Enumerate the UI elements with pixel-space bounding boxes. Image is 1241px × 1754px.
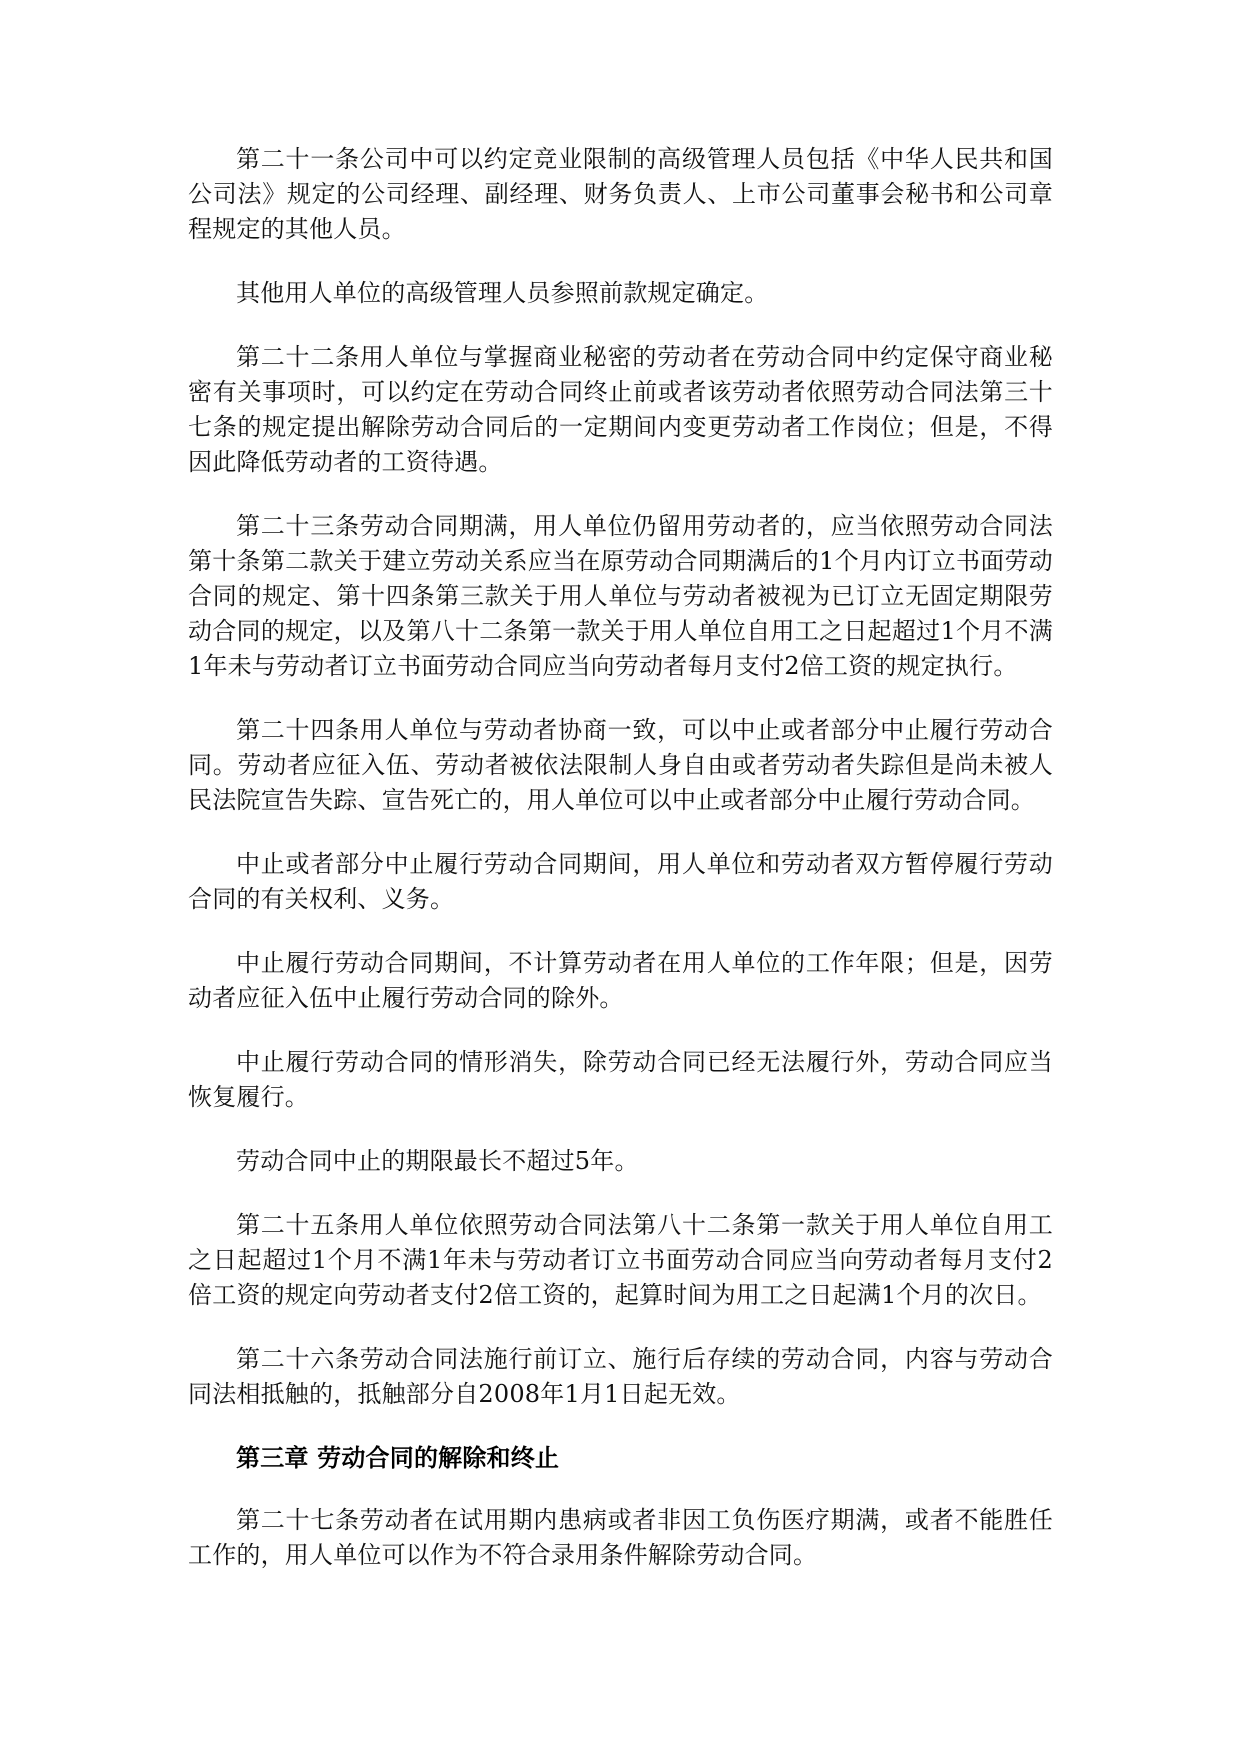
paragraph-article-22: 第二十二条用人单位与掌握商业秘密的劳动者在劳动合同中约定保守商业秘密有关事项时，可以约定在劳动合同终止前或者该劳动者依照劳动合同法第三十七条的规定提出解除劳动合同后的一定期间内变更劳动者工作岗位；但是，不得因此降低劳动者的工资待遇。 [188, 343, 1053, 476]
paragraph-article-24-clause-2: 中止或者部分中止履行劳动合同期间，用人单位和劳动者双方暂停履行劳动合同的有关权利、义务。 [188, 850, 1053, 913]
paragraph-article-21: 第二十一条公司中可以约定竞业限制的高级管理人员包括《中华人民共和国公司法》规定的公司经理、副经理、财务负责人、上市公司董事会秘书和公司章程规定的其他人员。 [188, 145, 1053, 243]
paragraph-article-25: 第二十五条用人单位依照劳动合同法第八十二条第一款关于用人单位自用工之日起超过1个月不满1年未与劳动者订立书面劳动合同应当向劳动者每月支付2倍工资的规定向劳动者支付2倍工资的，起算时间为用工之日起满1个月的次日。 [188, 1211, 1053, 1309]
paragraph-article-24: 第二十四条用人单位与劳动者协商一致，可以中止或者部分中止履行劳动合同。劳动者应征入伍、劳动者被依法限制人身自由或者劳动者失踪但是尚未被人民法院宣告失踪、宣告死亡的，用人单位可以中止或者部分中止履行劳动合同。 [188, 716, 1053, 814]
paragraph-article-24-clause-4: 中止履行劳动合同的情形消失，除劳动合同已经无法履行外，劳动合同应当恢复履行。 [188, 1048, 1053, 1111]
paragraph-article-24-clause-3: 中止履行劳动合同期间，不计算劳动者在用人单位的工作年限；但是，因劳动者应征入伍中止履行劳动合同的除外。 [188, 949, 1053, 1012]
paragraph-article-24-clause-5: 劳动合同中止的期限最长不超过5年。 [236, 1147, 639, 1175]
paragraph-article-27: 第二十七条劳动者在试用期内患病或者非因工负伤医疗期满，或者不能胜任工作的，用人单位可以作为不符合录用条件解除劳动合同。 [188, 1506, 1053, 1569]
paragraph-article-26: 第二十六条劳动合同法施行前订立、施行后存续的劳动合同，内容与劳动合同法相抵触的，抵触部分自2008年1月1日起无效。 [188, 1345, 1053, 1408]
document-body [188, 142, 1053, 1602]
chapter-heading: 第三章 劳动合同的解除和终止 [236, 1444, 560, 1472]
paragraph-article-23: 第二十三条劳动合同期满，用人单位仍留用劳动者的，应当依照劳动合同法第十条第二款关于建立劳动关系应当在原劳动合同期满后的1个月内订立书面劳动合同的规定、第十四条第三款关于用人单位与劳动者被视为已订立无固定期限劳动合同的规定，以及第八十二条第一款关于用人单位自用工之日起超过1个月不满1年未与劳动者订立书面劳动合同应当向劳动者每月支付2倍工资的规定执行。 [188, 512, 1053, 680]
paragraph-article-21-clause-2: 其他用人单位的高级管理人员参照前款规定确定。 [236, 279, 769, 307]
